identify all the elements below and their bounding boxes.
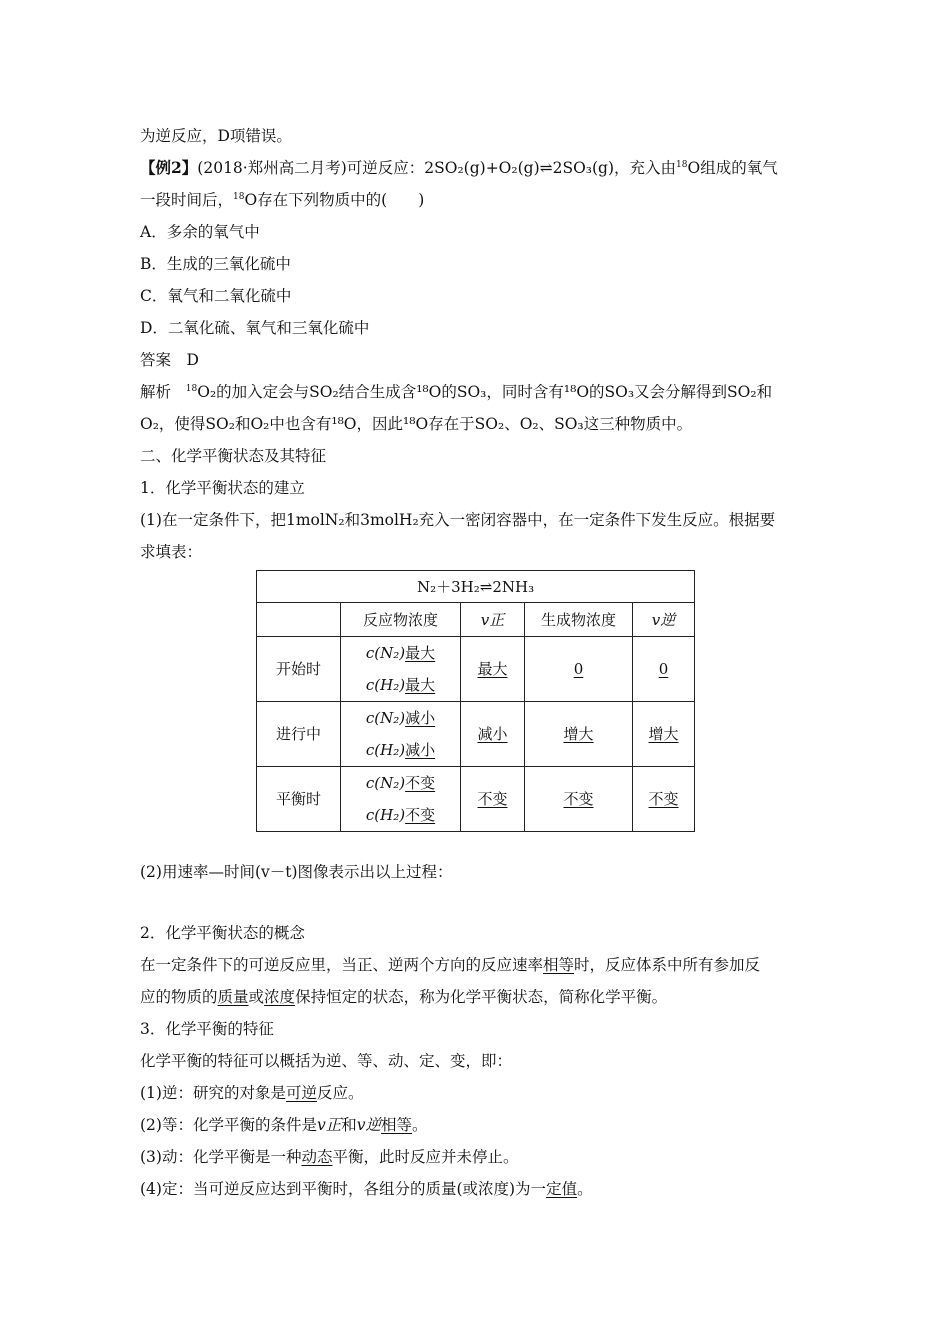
cell-value: 增大: [563, 725, 594, 743]
option-a: A．多余的氧气中: [140, 223, 260, 241]
v-forward-cell: [461, 702, 525, 767]
conc-value: 最大: [405, 676, 436, 694]
cell-value: 最大: [477, 660, 508, 678]
example-2-line: [140, 158, 778, 178]
paragraph: (2)用速率—时间(v－t)图像表示出以上过程：: [140, 863, 453, 881]
concept-line2: [140, 987, 667, 1007]
text-span: (3)动：化学平衡是一种: [140, 1148, 302, 1166]
isotope-mark: 18: [676, 160, 688, 170]
blank-answer: 可逆: [285, 1084, 317, 1102]
table-row: [257, 767, 695, 832]
v-reverse-symbol: v逆: [356, 1116, 382, 1134]
conc-value: 减小: [405, 709, 436, 727]
reaction-equation: 2SO₂(g)+O₂(g)⇌2SO₃(g): [424, 159, 615, 177]
reactant-cell: [341, 767, 461, 832]
cell-value: 不变: [648, 790, 679, 808]
text-span: (1)逆：研究的对象是: [140, 1084, 286, 1102]
text-line: 为逆反应，D项错误。: [140, 127, 292, 145]
feature-2: [140, 1115, 428, 1135]
conc-value: 不变: [405, 774, 436, 792]
blank-answer: 相等: [381, 1116, 413, 1134]
table-title: N₂＋3H₂⇌2NH₃: [257, 571, 695, 603]
cell-value: 减小: [477, 725, 508, 743]
isotope-mark: 18: [233, 192, 245, 202]
text-span: 时，反应体系中所有参加反: [574, 956, 761, 974]
conc-symbol: c(H₂): [365, 676, 406, 694]
paragraph: 求填表：: [140, 543, 203, 561]
reactant-cell: [341, 637, 461, 702]
analysis-line2: O₂，使得SO₂和O₂中也含有¹⁸O，因此¹⁸O存在于SO₂、O₂、SO₃这三种物质中。: [140, 415, 693, 433]
option-d: D．二氧化硫、氧气和三氧化硫中: [140, 319, 370, 337]
feature-1: [140, 1083, 364, 1103]
text-span: 和: [341, 1116, 357, 1134]
blank-answer: 浓度: [264, 988, 296, 1006]
feature-4: [140, 1179, 593, 1199]
v-forward-symbol: v正: [316, 1116, 342, 1134]
cell-value: 0: [573, 660, 584, 678]
conc-value: 最大: [405, 644, 436, 662]
option-b: B．生成的三氧化硫中: [140, 255, 291, 273]
text-span: 应的物质的: [140, 988, 218, 1006]
conc-symbol: c(H₂): [365, 806, 406, 824]
text-span: 平衡，此时反应并未停止。: [332, 1148, 519, 1166]
text-span: (2)等：化学平衡的条件是: [140, 1116, 317, 1134]
text-span: 或: [248, 988, 265, 1006]
row-label: 开始时: [257, 637, 341, 702]
table-header: 生成物浓度: [525, 603, 633, 637]
row-label: 进行中: [257, 702, 341, 767]
conc-symbol: c(N₂): [365, 644, 406, 662]
product-cell: [525, 702, 633, 767]
v-reverse-cell: [633, 702, 695, 767]
table-header: v正: [461, 603, 525, 637]
v-reverse-cell: [633, 767, 695, 832]
analysis-label: 解析: [140, 383, 172, 401]
example-suffix: ，充入由: [614, 159, 677, 177]
example-suffix: O组成的氧气: [687, 159, 778, 177]
conc-value: 减小: [405, 741, 436, 759]
option-c: C．氧气和二氧化硫中: [140, 287, 292, 305]
text-span: 一段时间后，: [140, 191, 234, 209]
cell-value: 0: [658, 660, 669, 678]
feature-3: [140, 1147, 519, 1167]
cell-value: 不变: [563, 790, 594, 808]
text-span: 反应。: [316, 1084, 364, 1102]
v-forward-cell: [461, 767, 525, 832]
text-span: 。: [412, 1116, 428, 1134]
cell-value: 增大: [648, 725, 679, 743]
isotope-mark: 18: [185, 384, 198, 394]
text-span: (4)定：当可逆反应达到平衡时，各组分的质量(或浓度)为一: [140, 1180, 547, 1198]
blank-answer: 定值: [546, 1180, 578, 1198]
text-span: 保持恒定的状态，称为化学平衡状态，简称化学平衡。: [295, 988, 668, 1006]
v-forward-cell: [461, 637, 525, 702]
text-span: 在一定条件下的可逆反应里，当正、逆两个方向的反应速率: [140, 956, 544, 974]
table-row: [257, 637, 695, 702]
section-heading: 二、化学平衡状态及其特征: [140, 447, 327, 465]
row-label: 平衡时: [257, 767, 341, 832]
conc-symbol: c(N₂): [365, 774, 406, 792]
cell-value: 不变: [477, 790, 508, 808]
table-row: [257, 702, 695, 767]
table-header: v逆: [633, 603, 695, 637]
product-cell: [525, 767, 633, 832]
paragraph: 化学平衡的特征可以概括为逆、等、动、定、变，即：: [140, 1052, 513, 1070]
reactant-cell: [341, 702, 461, 767]
text-span: O存在下列物质中的( ): [244, 191, 425, 209]
text-span: 。: [577, 1180, 593, 1198]
concept-line1: [140, 955, 760, 975]
blank-answer: 质量: [217, 988, 249, 1006]
equilibrium-table: [256, 570, 695, 832]
example-source: (2018·郑州高二月考): [197, 159, 347, 177]
analysis-text: O₂的加入定会与SO₂结合生成含¹⁸O的SO₃，同时含有¹⁸O的SO₃又会分解得到SO₂和: [197, 383, 773, 401]
analysis-line1: [140, 382, 772, 402]
answer: 答案 D: [140, 351, 199, 369]
blank-answer: 动态: [301, 1148, 333, 1166]
paragraph: (1)在一定条件下，把1molN₂和3molH₂充入一密闭容器中，在一定条件下发生反应。根据要: [140, 511, 776, 529]
subheading: 3．化学平衡的特征: [140, 1020, 274, 1038]
conc-symbol: c(N₂): [365, 709, 406, 727]
conc-symbol: c(H₂): [365, 741, 406, 759]
subheading: 1．化学平衡状态的建立: [140, 479, 305, 497]
blank-answer: 相等: [543, 956, 575, 974]
example-prefix: 可逆反应：: [346, 159, 425, 177]
subheading: 2．化学平衡状态的概念: [140, 924, 305, 942]
table-header: 反应物浓度: [341, 603, 461, 637]
example-2-line2: [140, 190, 424, 210]
table-header-blank: [257, 603, 341, 637]
conc-value: 不变: [405, 806, 436, 824]
product-cell: [525, 637, 633, 702]
example-tag: 【例2】: [140, 158, 198, 177]
v-reverse-cell: [633, 637, 695, 702]
